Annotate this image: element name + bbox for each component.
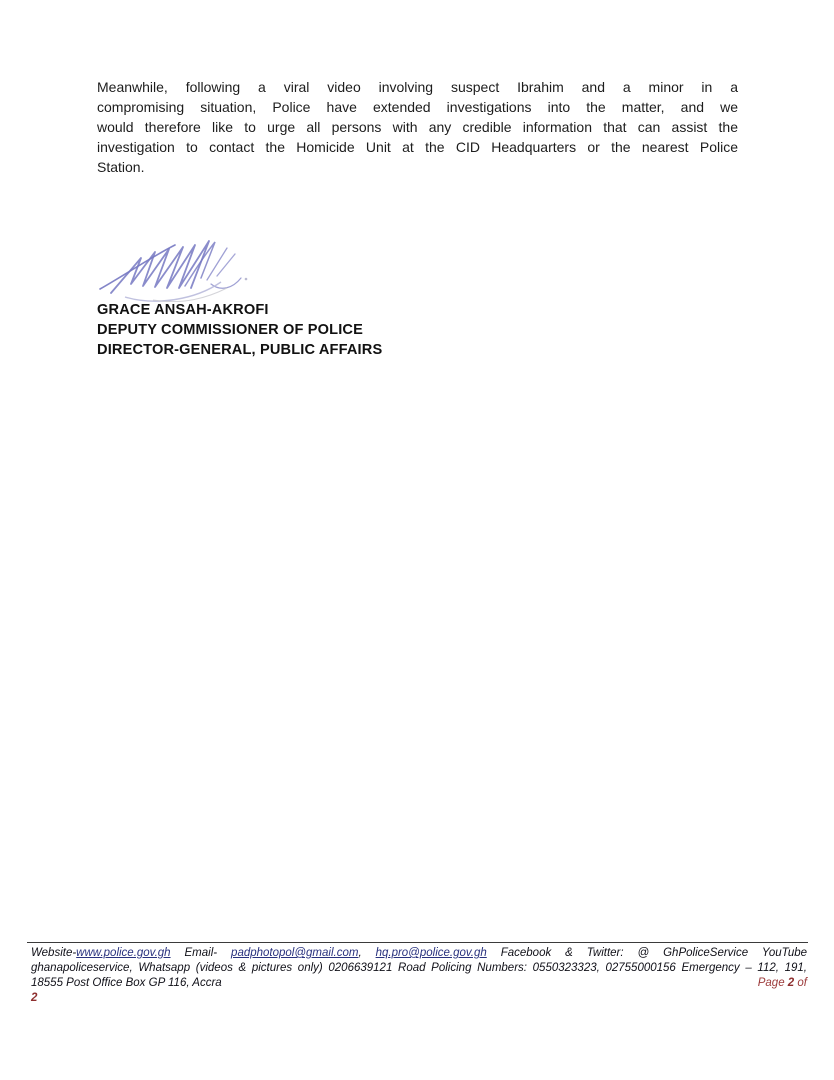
paragraph-line: investigation to contact the Homicide Unit at the CID Headquarters or the nearest Police	[97, 138, 738, 155]
paragraph-line: Station.	[97, 158, 145, 175]
signatory-title: DIRECTOR-GENERAL, PUBLIC AFFAIRS	[97, 341, 383, 358]
signatory-rank: DEPUTY COMMISSIONER OF POLICE	[97, 321, 363, 338]
email-label: Email-	[184, 947, 218, 959]
footer-divider	[27, 942, 808, 943]
separator-comma: ,	[358, 947, 362, 959]
current-page-number: 2	[787, 977, 795, 989]
paragraph-line: compromising situation, Police have extended investigations into the matter, and we	[97, 98, 738, 115]
page-indicator: Page 2 of	[757, 977, 807, 989]
website-link[interactable]: www.police.gov.gh	[76, 947, 171, 959]
paragraph-line: would therefore like to urge all persons with any credible information that can assist the	[97, 118, 738, 135]
signature-image	[95, 236, 255, 302]
paragraph-line: Meanwhile, following a viral video involving suspect Ibrahim and a minor in a	[97, 79, 738, 95]
email-link-2[interactable]: hq.pro@police.gov.gh	[375, 947, 487, 959]
body-paragraph	[97, 78, 738, 178]
signatory-name: GRACE ANSAH-AKROFI	[97, 302, 269, 318]
social-media-text: Facebook & Twitter: @ GhPoliceService YouTube	[500, 947, 808, 959]
footer-line-3	[31, 976, 807, 991]
email-link-1[interactable]: padphotopol@gmail.com	[231, 947, 359, 959]
footer-line-4	[31, 991, 807, 1006]
page-footer	[31, 946, 807, 1006]
total-pages-number: 2	[31, 992, 38, 1004]
footer-line-1	[31, 946, 807, 961]
website-label: Website-	[31, 947, 77, 959]
postal-address: 18555 Post Office Box GP 116, Accra	[31, 977, 222, 989]
signatory-block	[97, 301, 382, 360]
footer-line-2: ghanapoliceservice, Whatsapp (videos & pictures only) 0206639121 Road Policing Numbers: 0550323323, 02755000156 Emergency – 112, 191,	[31, 962, 807, 974]
